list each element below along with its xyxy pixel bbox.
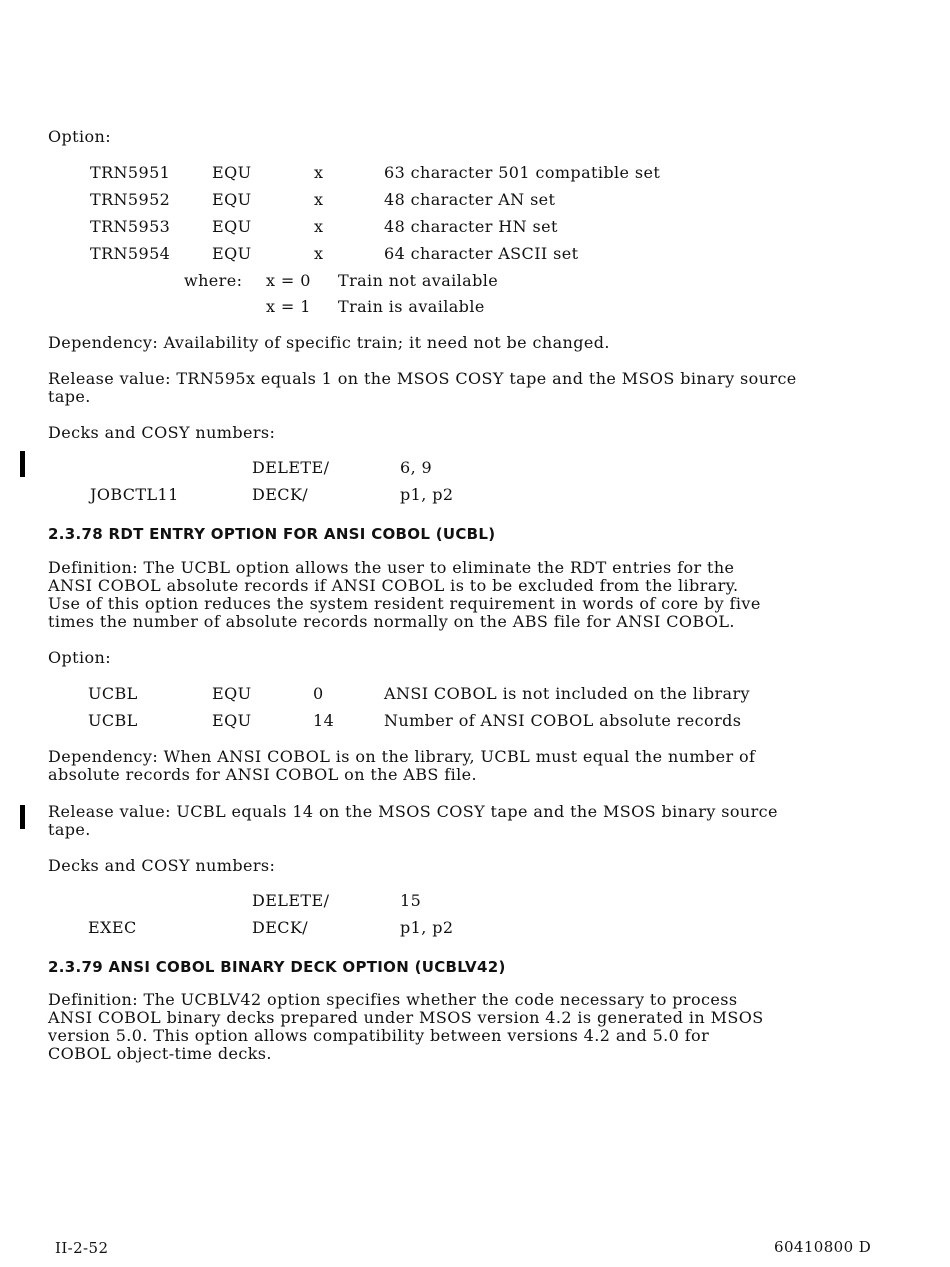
definition-line: COBOL object-time decks. (48, 1044, 272, 1063)
option-row-desc: 48 character HN set (384, 217, 558, 236)
document-number: 60410800 D (774, 1238, 872, 1256)
definition-line: Definition: The UCBLV42 option specifies whether the code necessary to process (48, 990, 738, 1009)
option-row-op: EQU (212, 684, 252, 703)
section-heading: 2.3.79 ANSI COBOL BINARY DECK OPTION (UCBLV42) (48, 958, 506, 976)
definition-line: times the number of absolute records normally on the ABS file for ANSI COBOL. (48, 612, 735, 631)
dependency-text: Dependency: Availability of specific train; it need not be changed. (48, 333, 610, 352)
option-row-name: TRN5951 (90, 163, 171, 182)
option-row-op: EQU (212, 217, 252, 236)
deck-name: JOBCTL11 (90, 485, 179, 504)
option-label: Option: (48, 648, 112, 667)
release-value-line: Release value: UCBL equals 14 on the MSOS COSY tape and the MSOS binary source (48, 802, 778, 821)
option-row-desc: 63 character 501 compatible set (384, 163, 661, 182)
dependency-line: absolute records for ANSI COBOL on the ABS file. (48, 765, 477, 784)
deck-delete-value: 15 (400, 891, 422, 910)
release-value-line: Release value: TRN595x equals 1 on the MSOS COSY tape and the MSOS binary source (48, 369, 797, 388)
option-row-val: x (314, 163, 324, 182)
option-label: Option: (48, 127, 112, 146)
option-row-desc: ANSI COBOL is not included on the library (384, 684, 750, 703)
option-row-name: UCBL (88, 684, 138, 703)
deck-label: DECK/ (252, 485, 309, 504)
deck-name: EXEC (88, 918, 137, 937)
option-row-op: EQU (212, 163, 252, 182)
option-row-op: EQU (212, 711, 252, 730)
deck-delete: DELETE/ (252, 458, 330, 477)
decks-label: Decks and COSY numbers: (48, 423, 276, 442)
page-number: II-2-52 (55, 1239, 109, 1257)
dependency-line: Dependency: When ANSI COBOL is on the library, UCBL must equal the number of (48, 747, 756, 766)
deck-delete-value: 6, 9 (400, 458, 433, 477)
where-label: where: (184, 271, 243, 290)
option-row-op: EQU (212, 244, 252, 263)
decks-label: Decks and COSY numbers: (48, 856, 276, 875)
where-text: Train not available (338, 271, 499, 290)
where-expr: x = 0 (266, 271, 311, 290)
section-heading: 2.3.78 RDT ENTRY OPTION FOR ANSI COBOL (UCBL) (48, 525, 496, 543)
change-bar (20, 451, 25, 477)
option-row-val: x (314, 217, 324, 236)
option-row-desc: Number of ANSI COBOL absolute records (384, 711, 742, 730)
option-row-val: 0 (313, 684, 324, 703)
release-value-line: tape. (48, 820, 91, 839)
option-row-desc: 48 character AN set (384, 190, 556, 209)
option-row-val: x (314, 190, 324, 209)
deck-value: p1, p2 (400, 485, 454, 504)
option-row-name: UCBL (88, 711, 138, 730)
option-row-name: TRN5952 (90, 190, 171, 209)
definition-line: ANSI COBOL absolute records if ANSI COBOL is to be excluded from the library. (48, 576, 739, 595)
where-expr: x = 1 (266, 297, 311, 316)
option-row-val: x (314, 244, 324, 263)
change-bar (20, 805, 25, 829)
option-row-name: TRN5953 (90, 217, 171, 236)
release-value-line: tape. (48, 387, 91, 406)
definition-line: version 5.0. This option allows compatibility between versions 4.2 and 5.0 for (48, 1026, 710, 1045)
definition-line: Definition: The UCBL option allows the user to eliminate the RDT entries for the (48, 558, 735, 577)
where-text: Train is available (338, 297, 485, 316)
deck-label: DECK/ (252, 918, 309, 937)
option-row-val: 14 (313, 711, 335, 730)
deck-delete: DELETE/ (252, 891, 330, 910)
deck-value: p1, p2 (400, 918, 454, 937)
definition-line: ANSI COBOL binary decks prepared under MSOS version 4.2 is generated in MSOS (48, 1008, 764, 1027)
definition-line: Use of this option reduces the system resident requirement in words of core by five (48, 594, 761, 613)
option-row-op: EQU (212, 190, 252, 209)
option-row-name: TRN5954 (90, 244, 171, 263)
option-row-desc: 64 character ASCII set (384, 244, 579, 263)
